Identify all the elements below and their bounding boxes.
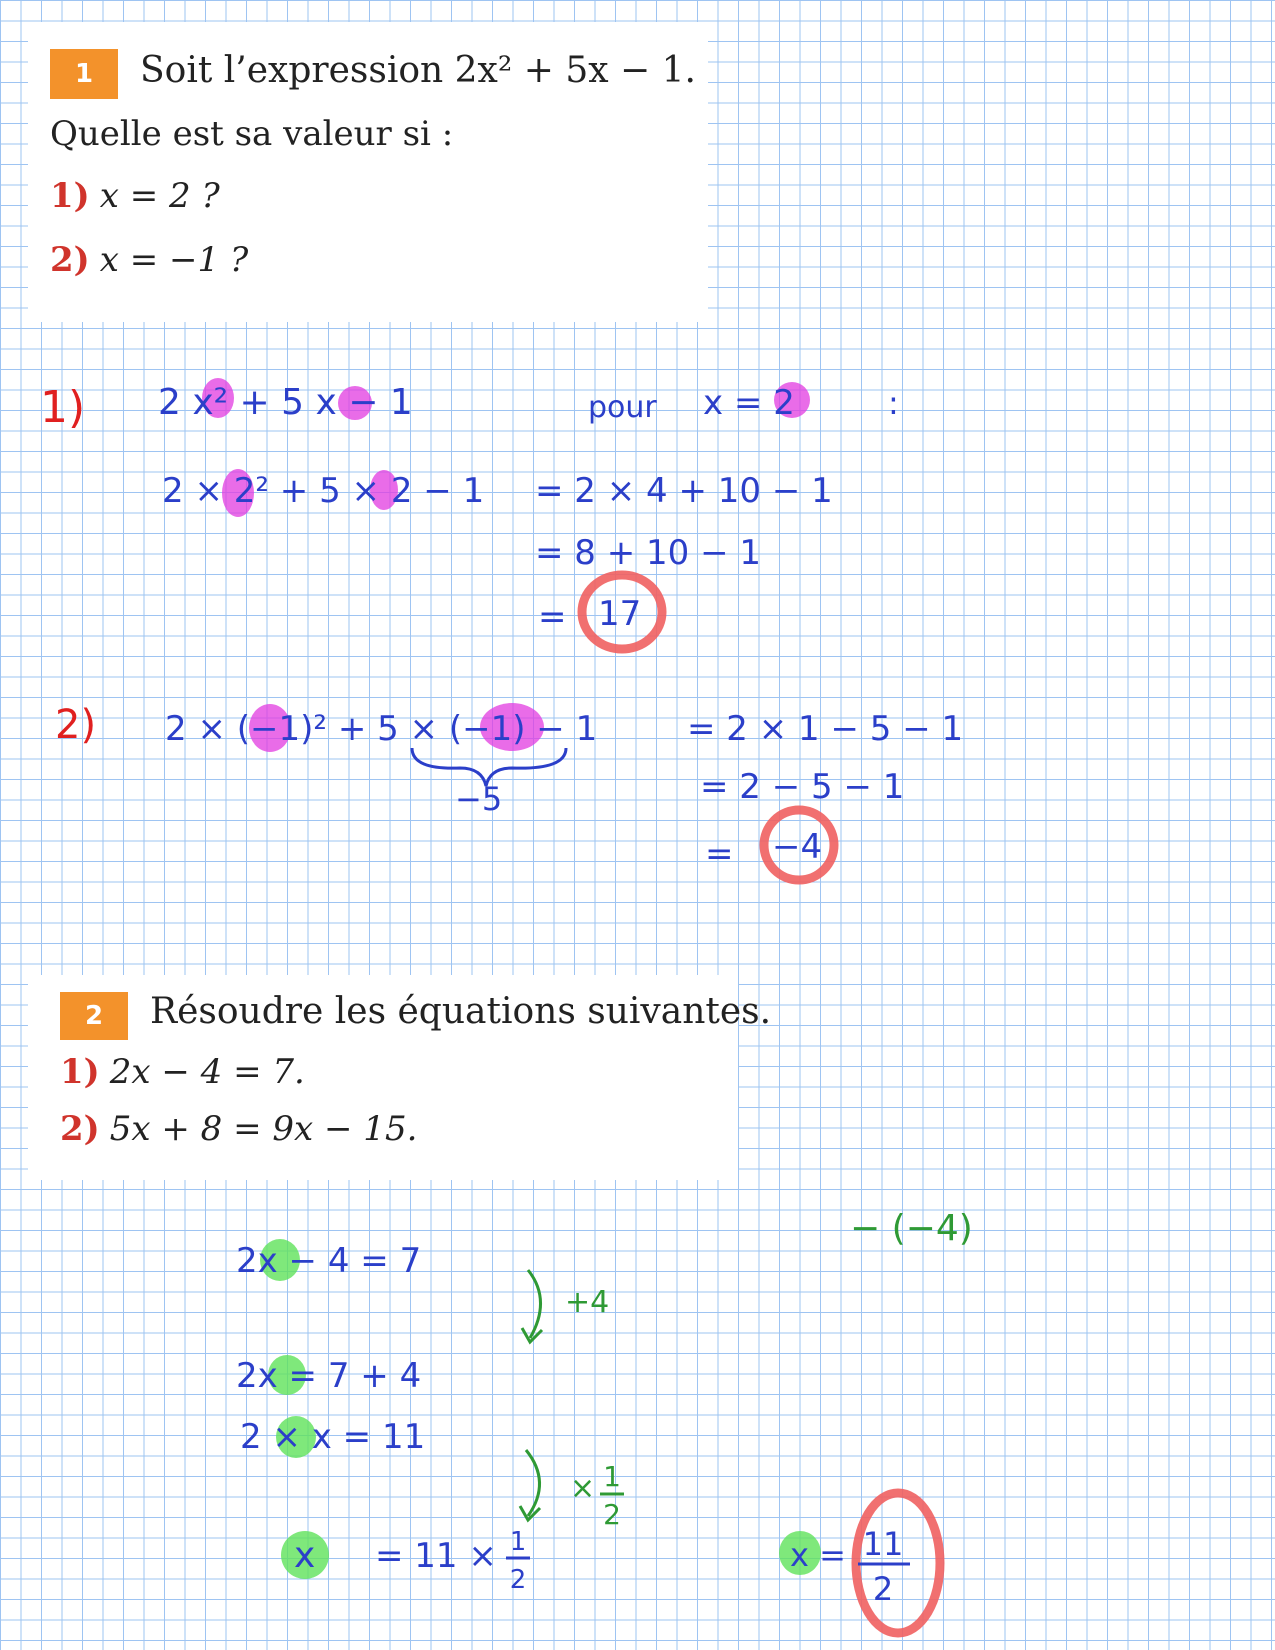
p2-step-2: = 2 − 5 − 1	[700, 767, 905, 807]
p1-answer: 17	[598, 594, 642, 634]
item-label: 1)	[60, 1052, 100, 1092]
p1-step-1: = 2 × 4 + 10 − 1	[535, 471, 833, 511]
p2-answer: −4	[772, 827, 823, 867]
part-2-label: 2)	[55, 702, 97, 748]
e1-step-4-middle: = 11 ×	[375, 1536, 497, 1576]
e1-step-1: 2x − 4 = 7	[236, 1241, 422, 1281]
item-text: 5x + 8 = 9x − 15.	[109, 1109, 418, 1149]
green-highlights	[260, 1239, 821, 1579]
p1-substitution: 2 × 2² + 5 × 2 − 1	[162, 471, 485, 511]
exercise-1-statement: Soit l’expression 2x² + 5x − 1.	[140, 50, 696, 91]
e1-step-3: 2 × x = 11	[240, 1417, 426, 1457]
exercise-2-statement: Résoudre les équations suivantes.	[150, 991, 772, 1032]
p1-step-2: = 8 + 10 − 1	[535, 533, 762, 573]
exercise-2-number-badge: 2	[60, 992, 128, 1040]
p1-expression: 2 x² + 5 x − 1	[158, 382, 413, 423]
e1-operation-numerator: 1	[603, 1460, 621, 1493]
p2-step-3-equals: =	[705, 834, 734, 874]
e1-operation-denominator: 2	[603, 1498, 621, 1531]
p1-colon: :	[888, 384, 899, 422]
p2-step-1: = 2 × 1 − 5 − 1	[687, 709, 964, 749]
item-text: x = 2 ?	[99, 176, 220, 216]
item-label: 2)	[60, 1109, 100, 1149]
part-1-label: 1)	[40, 382, 86, 433]
e1-step-4-denominator: 2	[509, 1565, 527, 1595]
item-text: x = −1 ?	[99, 240, 249, 280]
e1-operation-plus-4: +4	[565, 1285, 610, 1320]
e1-final-x: x =	[790, 1536, 846, 1574]
p2-brace-value: −5	[455, 780, 503, 818]
p2-expression: 2 × (−1)² + 5 × (−1) − 1	[165, 709, 598, 749]
e1-step-4-x: x	[294, 1535, 316, 1576]
e1-step-4-numerator: 1	[509, 1527, 527, 1557]
arrow-plus-4	[528, 1270, 541, 1338]
arrow-times-half	[526, 1450, 540, 1516]
item-label: 2)	[50, 240, 90, 280]
exercise-1-number-badge: 1	[50, 49, 118, 99]
p1-step-3-equals: =	[538, 597, 567, 637]
e1-step-2: 2x = 7 + 4	[236, 1356, 422, 1396]
p1-pour: pour	[588, 390, 657, 425]
e1-final-numerator: 11	[862, 1525, 904, 1563]
item-label: 1)	[50, 176, 90, 216]
e1-final-denominator: 2	[872, 1570, 894, 1608]
exercise-1-question: Quelle est sa valeur si :	[50, 114, 454, 154]
side-note: − (−4)	[850, 1208, 973, 1249]
e1-operation-times: ×	[570, 1471, 596, 1506]
item-text: 2x − 4 = 7.	[109, 1052, 305, 1092]
p1-condition: x = 2	[703, 383, 795, 423]
